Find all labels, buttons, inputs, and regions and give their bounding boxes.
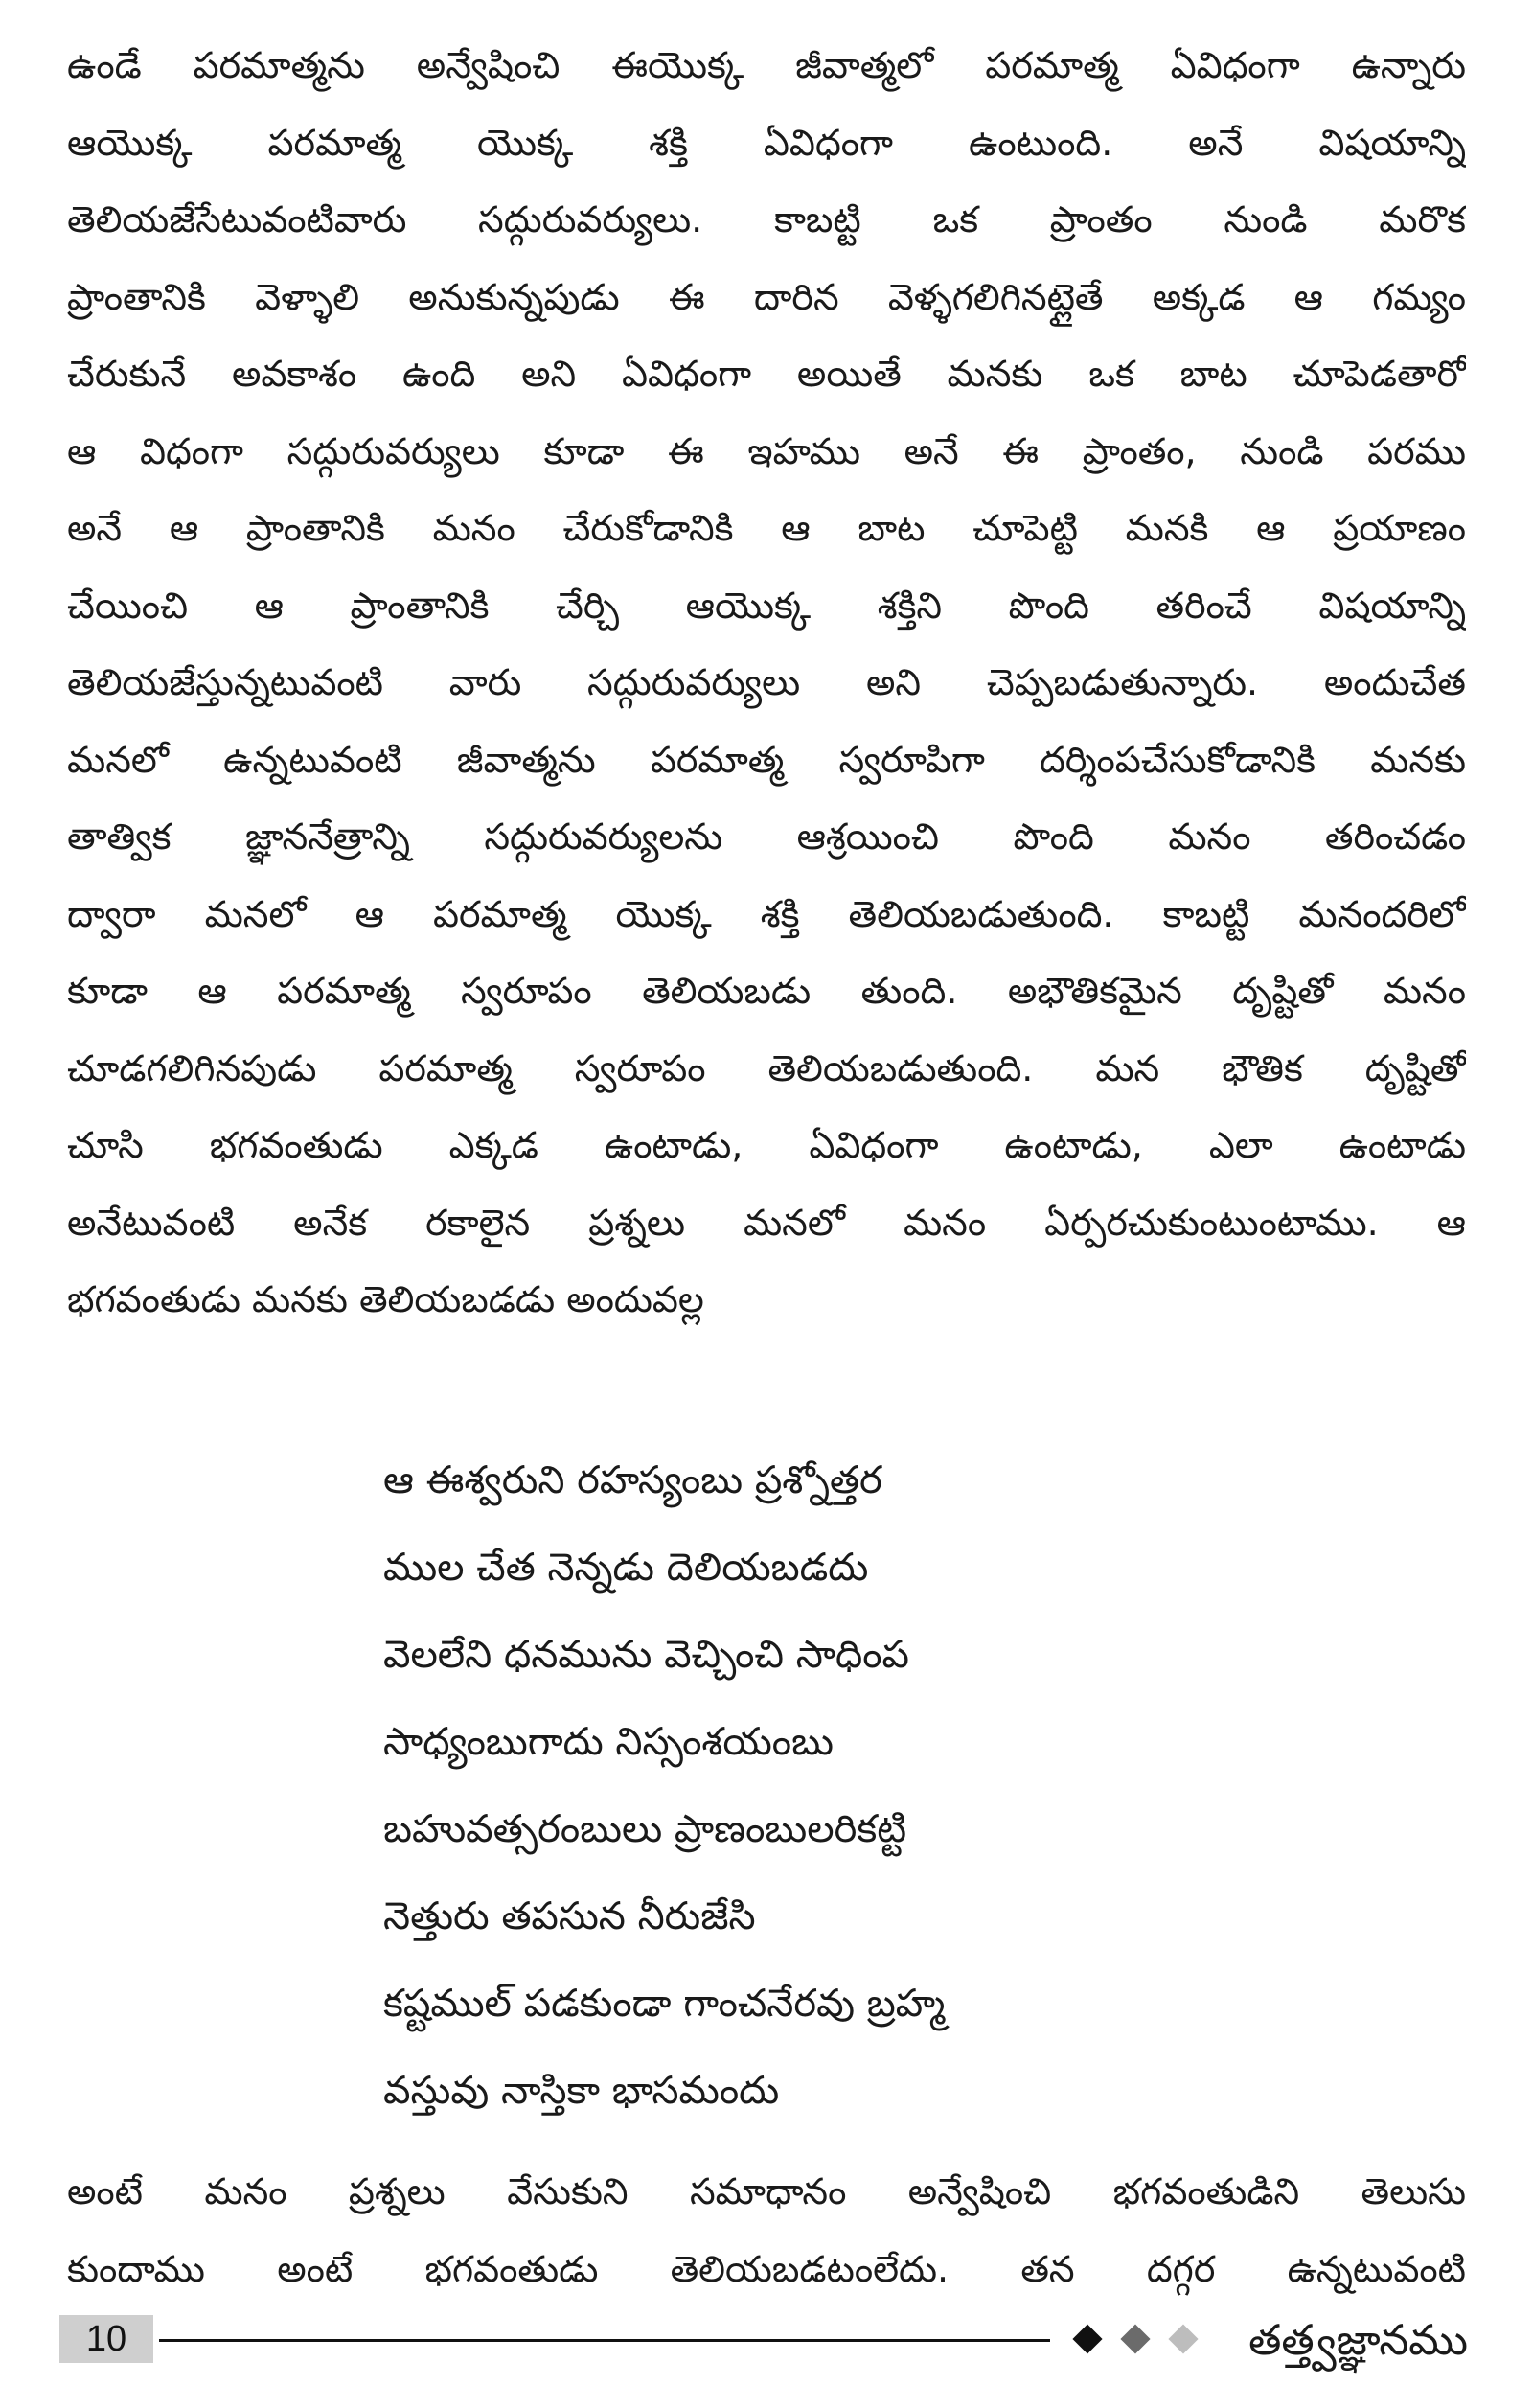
- text-line: ఆ విధంగా సద్గురువర్యులు కూడా ఈ ఇహము అనే ఈ ప్రాంతం, నుండి పరము: [67, 429, 1466, 472]
- text-line: ఉండే పరమాత్మను అన్వేషించి ఈయొక్క జీవాత్మలో పరమాత్మ ఏవిధంగా ఉన్నారు: [67, 44, 1466, 86]
- text-line: చేయించి ఆ ప్రాంతానికి చేర్చి ఆయొక్క శక్తిని పొంది తరించే విషయాన్ని: [67, 584, 1466, 627]
- diamond-ornament-icon: [1120, 2324, 1150, 2353]
- poem-line: వెలలేని ధనమును వెచ్చించి సాధింప: [383, 1633, 909, 1677]
- poem-line: వస్తువు నాస్తికా భాసమందు: [383, 2069, 780, 2113]
- text-line: కుందాము అంటే భగవంతుడు తెలియబడటంలేదు. తన దగ్గర ఉన్నటువంటి: [67, 2247, 1466, 2290]
- page-number: 10: [59, 2315, 153, 2363]
- text-line: అంటే మనం ప్రశ్నలు వేసుకుని సమాధానం అన్వేషించి భగవంతుడిని తెలుసు: [67, 2170, 1466, 2213]
- poem-line: నెత్తురు తపసున నీరుజేసి: [383, 1894, 756, 1938]
- text-line: చూసి భగవంతుడు ఎక్కడ ఉంటాడు, ఏవిధంగా ఉంటాడు, ఎలా ఉంటాడు: [67, 1124, 1466, 1166]
- text-line: మనలో ఉన్నటువంటి జీవాత్మను పరమాత్మ స్వరూపిగా దర్శింపచేసుకోడానికి మనకు: [67, 738, 1466, 781]
- page-footer: [59, 2307, 1468, 2374]
- text-line: తెలియజేస్తున్నటువంటి వారు సద్గురువర్యులు అని చెప్పబడుతున్నారు. అందుచేత: [67, 661, 1466, 703]
- poem-line: సాధ్యంబుగాదు నిస్సంశయంబు: [383, 1720, 834, 1764]
- text-line: తాత్విక జ్ఞాననేత్రాన్ని సద్గురువర్యులను ఆశ్రయించి పొంది మనం తరించడం: [67, 815, 1466, 858]
- text-line: ద్వారా మనలో ఆ పరమాత్మ యొక్క శక్తి తెలియబడుతుంది. కాబట్టి మనందరిలో: [67, 892, 1466, 935]
- text-line: అనే ఆ ప్రాంతానికి మనం చేరుకోడానికి ఆ బాట చూపెట్టి మనకి ఆ ప్రయాణం: [67, 507, 1466, 549]
- text-line: అనేటువంటి అనేక రకాలైన ప్రశ్నలు మనలో మనం ఏర్పరచుకుంటుంటాము. ఆ: [67, 1201, 1466, 1244]
- text-line: కూడా ఆ పరమాత్మ స్వరూపం తెలియబడు తుంది. అభౌతికమైన దృష్టితో మనం: [67, 970, 1466, 1012]
- paragraph-2: [67, 2153, 1466, 2307]
- paragraph-1: [67, 27, 1466, 1339]
- text-line: తెలియజేసేటువంటివారు సద్గురువర్యులు. కాబట్టి ఒక ప్రాంతం నుండి మరొక: [67, 198, 1466, 241]
- text-line: ప్రాంతానికి వెళ్ళాలి అనుకున్నపుడు ఈ దారిన వెళ్ళగలిగినట్లైతే అక్కడ ఆ గమ్యం: [67, 275, 1466, 318]
- poem-line: కష్టముల్ పడకుండా గాంచనేరవు బ్రహ్మ: [383, 1982, 946, 2026]
- poem-line: బహువత్సరంబులు ప్రాణంబులరికట్టి: [383, 1807, 907, 1851]
- footer-rule: [159, 2339, 1050, 2342]
- poem-line: ముల చేత నెన్నడు దెలియబడదు: [383, 1546, 869, 1590]
- poem-verse: [383, 1437, 1437, 2135]
- diamond-ornament-icon: [1168, 2324, 1198, 2353]
- text-line: భగవంతుడు మనకు తెలియబడడు అందువల్ల: [67, 1278, 704, 1320]
- text-line: చేరుకునే అవకాశం ఉంది అని ఏవిధంగా అయితే మనకు ఒక బాట చూపెడతారో: [67, 353, 1466, 395]
- text-line: ఆయొక్క పరమాత్మ యొక్క శక్తి ఏవిధంగా ఉంటుంది. అనే విషయాన్ని: [67, 121, 1466, 164]
- diamond-ornament-icon: [1072, 2324, 1102, 2353]
- text-line: చూడగలిగినపుడు పరమాత్మ స్వరూపం తెలియబడుతుంది. మన భౌతిక దృష్టితో: [67, 1046, 1466, 1089]
- book-title: తత్త్వజ్ఞానము: [1248, 2316, 1468, 2365]
- poem-line: ఆ ఈశ్వరుని రహస్యంబు ప్రశ్నోత్తర: [383, 1458, 882, 1502]
